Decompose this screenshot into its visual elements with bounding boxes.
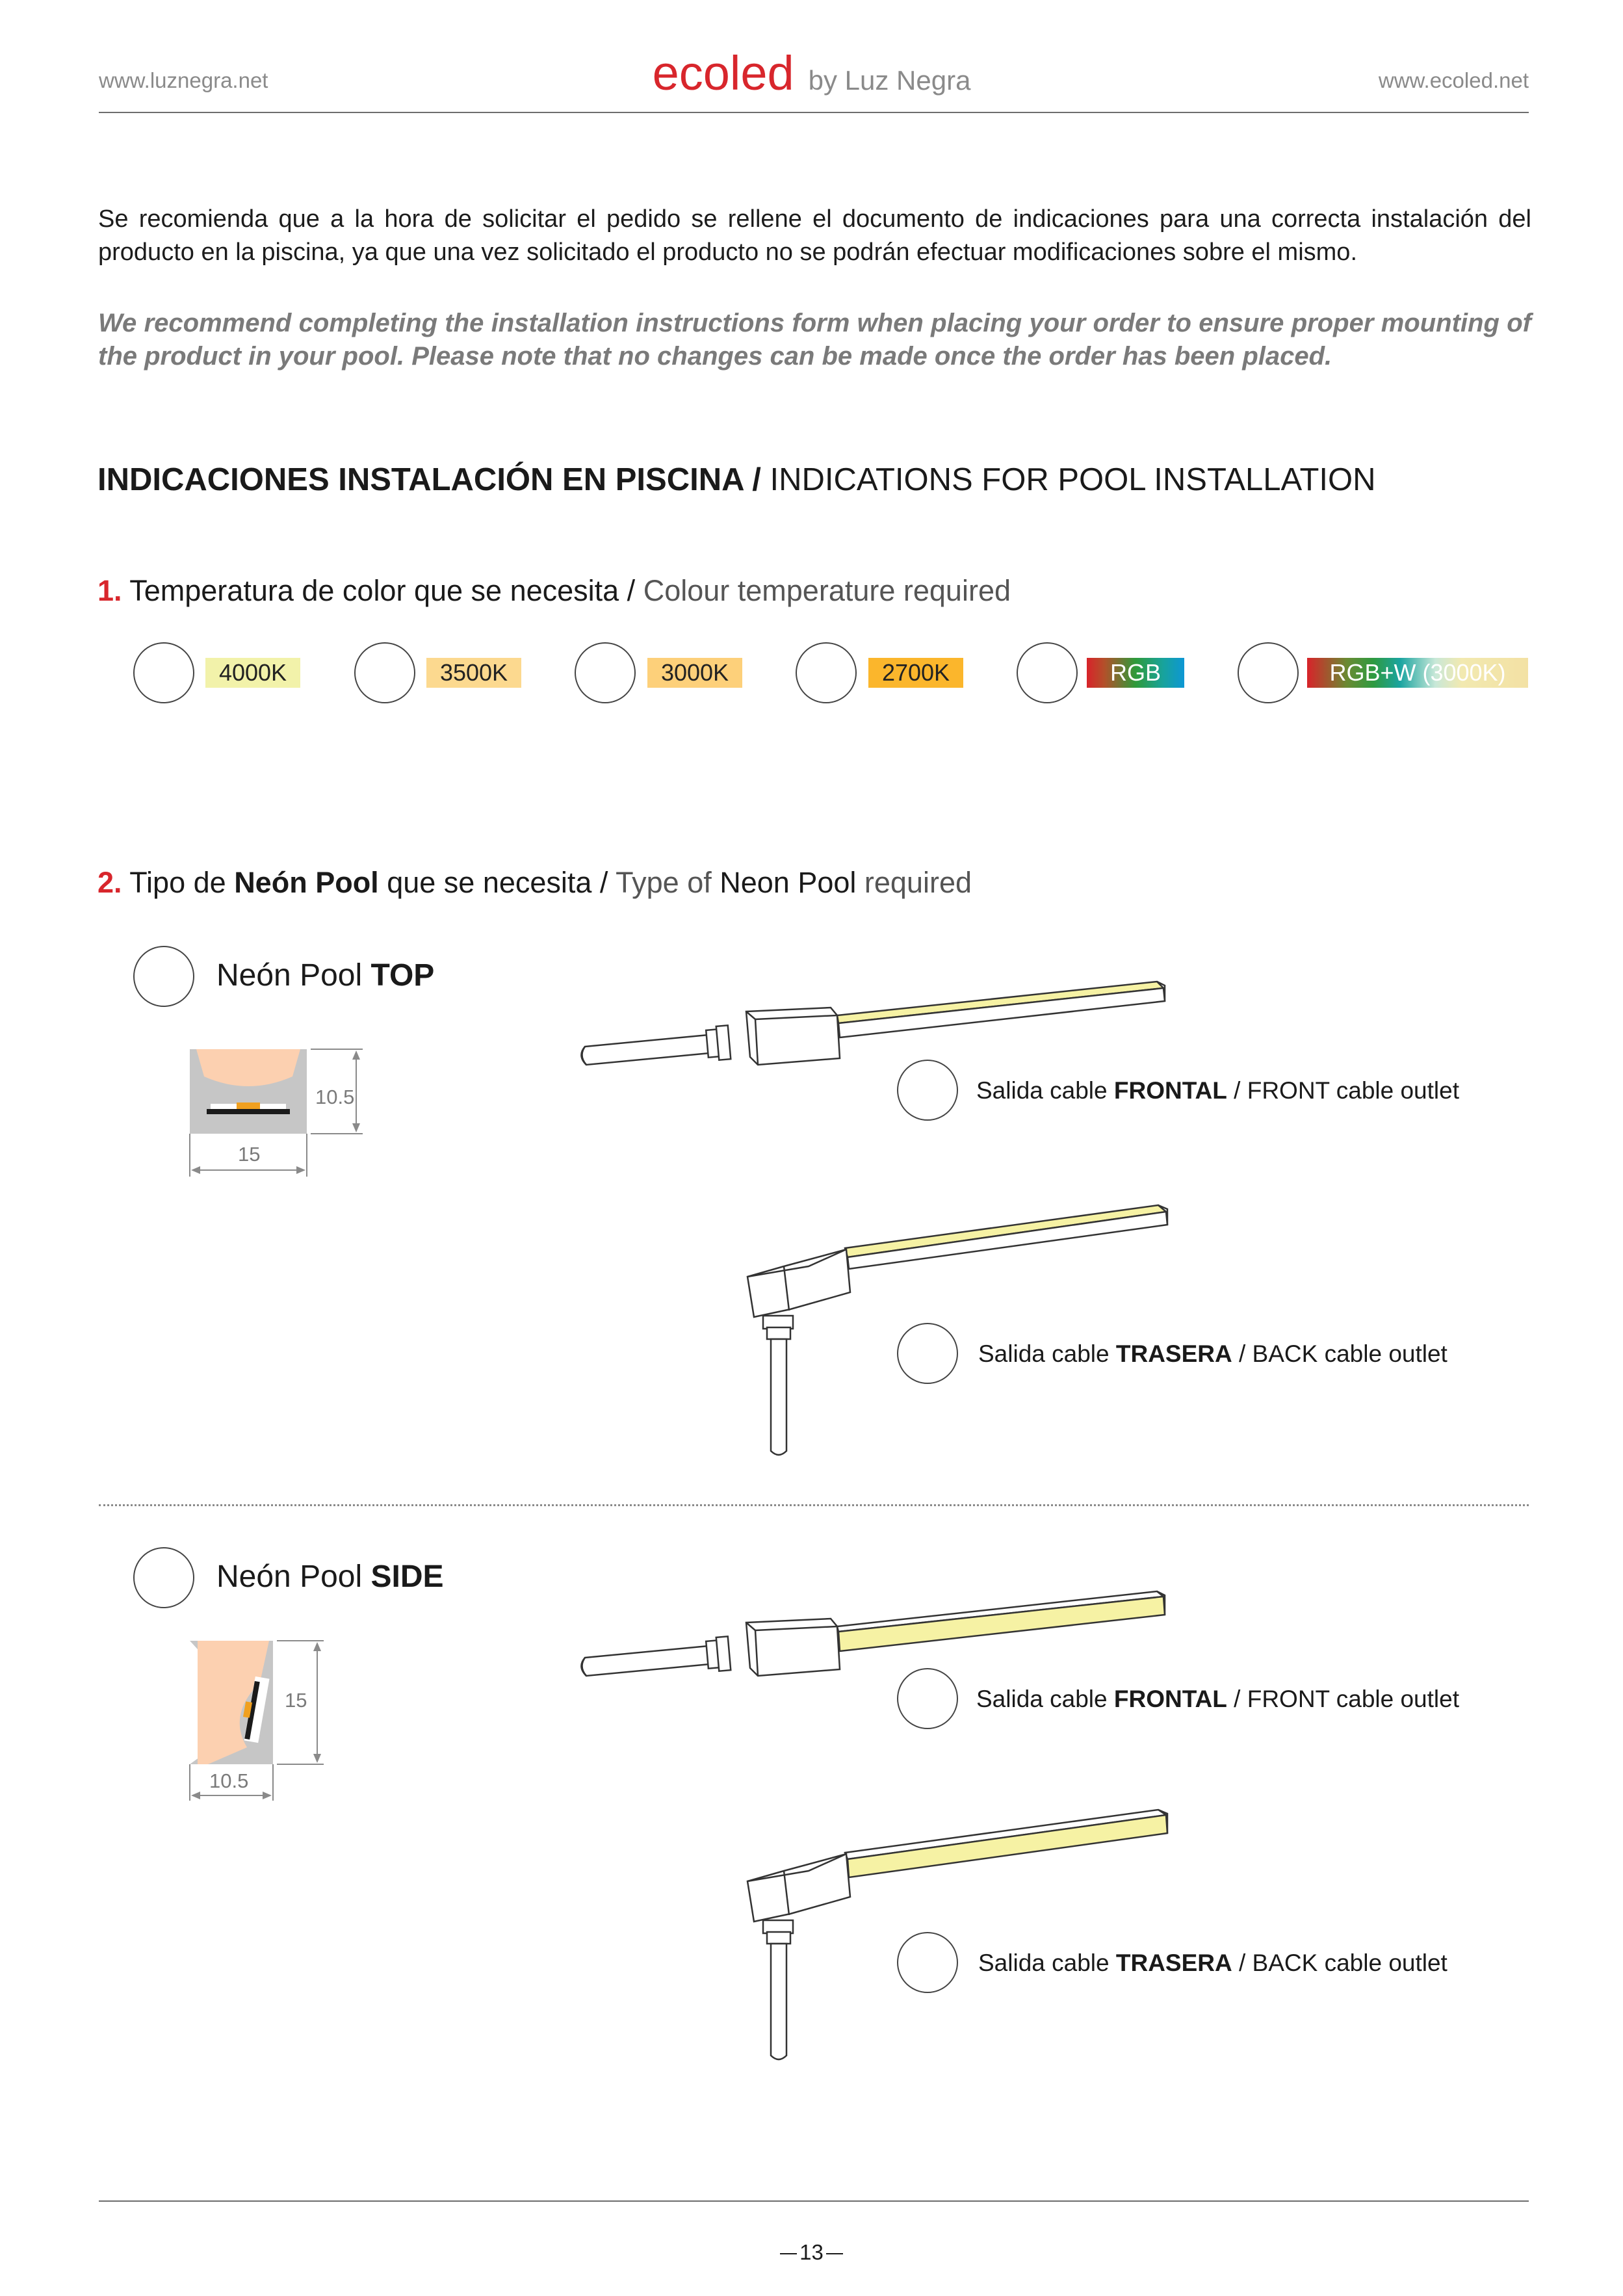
question-2-es-post: que se necesita / xyxy=(387,866,608,899)
neon-pool-side-label xyxy=(216,1559,444,1595)
top-front-outlet-label xyxy=(976,1077,1459,1104)
cable xyxy=(582,1646,710,1676)
page-number-value: 13 xyxy=(799,2240,824,2264)
top-front-outlet-illustration xyxy=(572,962,1183,1086)
question-1-es: Temperatura de color que se necesita / xyxy=(129,574,636,607)
top-front-post: / FRONT cable outlet xyxy=(1234,1077,1459,1104)
side-back-outlet-illustration xyxy=(734,1801,1189,2074)
temp-option-checkbox-2700k[interactable] xyxy=(796,642,857,703)
side-front-pre: Salida cable xyxy=(976,1686,1108,1712)
option-separator xyxy=(99,1504,1529,1506)
top-width-dim: 15 xyxy=(238,1143,261,1166)
header-right-url[interactable]: www.ecoled.net xyxy=(1378,68,1529,92)
header-rule xyxy=(99,112,1529,113)
question-1-number: 1. xyxy=(97,574,122,607)
top-profile-led xyxy=(237,1102,260,1109)
top-height-dim: 10.5 xyxy=(315,1086,355,1108)
side-height-dim: 15 xyxy=(285,1689,307,1712)
neon-pool-side-checkbox[interactable] xyxy=(133,1547,194,1608)
swatch-4000k: 4000K xyxy=(205,658,300,688)
section-title-en: INDICATIONS FOR POOL INSTALLATION xyxy=(770,462,1376,497)
side-back-post: / BACK cable outlet xyxy=(1239,1950,1448,1976)
question-2-en-post: required xyxy=(864,866,972,899)
page-number xyxy=(0,2240,1623,2265)
side-front-post: / FRONT cable outlet xyxy=(1234,1686,1459,1712)
header-left-url[interactable]: www.luznegra.net xyxy=(99,68,268,92)
brand-name: ecoled xyxy=(652,46,794,100)
swatch-rgb: RGB xyxy=(1087,658,1184,688)
swatch-2700k: 2700K xyxy=(868,658,963,688)
swatch-rgbw xyxy=(1307,658,1528,688)
swatch-3000k: 3000K xyxy=(647,658,742,688)
cable xyxy=(582,1035,710,1065)
side-front-outlet-checkbox[interactable] xyxy=(897,1668,958,1729)
side-front-bold: FRONTAL xyxy=(1113,1686,1227,1712)
top-back-outlet-label xyxy=(978,1340,1448,1368)
question-2-en-pre: Type of xyxy=(616,866,712,899)
temp-option-checkbox-3500k[interactable] xyxy=(354,642,415,703)
top-back-pre: Salida cable xyxy=(978,1340,1110,1367)
end-cap xyxy=(747,1249,850,1317)
side-front-outlet-illustration xyxy=(572,1573,1183,1697)
question-2-en-mid: Neon Pool xyxy=(720,866,857,899)
cable xyxy=(771,1944,786,2059)
neon-pool-side-label-pre: Neón Pool xyxy=(216,1559,363,1594)
side-back-pre: Salida cable xyxy=(978,1950,1110,1976)
side-front-outlet-label xyxy=(976,1686,1459,1713)
temp-option-checkbox-rgbw[interactable] xyxy=(1238,642,1299,703)
top-front-outlet-checkbox[interactable] xyxy=(897,1060,958,1121)
question-2-number: 2. xyxy=(97,866,122,899)
top-profile-diagram xyxy=(182,1040,377,1190)
swatch-rgbw-label: RGB+W (3000K) xyxy=(1329,659,1506,686)
section-title xyxy=(97,462,1376,498)
neon-pool-top-label-bold: TOP xyxy=(370,958,435,993)
brand-by: by Luz Negra xyxy=(808,65,971,96)
temp-option-checkbox-3000k[interactable] xyxy=(575,642,636,703)
cable xyxy=(771,1339,786,1455)
top-front-bold: FRONTAL xyxy=(1113,1077,1227,1104)
temp-option-checkbox-4000k[interactable] xyxy=(133,642,194,703)
question-2 xyxy=(97,866,972,900)
top-back-bold: TRASERA xyxy=(1115,1340,1232,1367)
neon-pool-side-label-bold: SIDE xyxy=(370,1559,444,1594)
side-profile-diagram xyxy=(182,1630,338,1812)
section-title-es: INDICACIONES INSTALACIÓN EN PISCINA / xyxy=(97,462,761,497)
top-front-pre: Salida cable xyxy=(976,1077,1108,1104)
top-back-outlet-illustration xyxy=(734,1196,1189,1469)
neon-pool-top-checkbox[interactable] xyxy=(133,946,194,1007)
question-1 xyxy=(97,574,1011,608)
swatch-3500k: 3500K xyxy=(426,658,521,688)
neon-pool-top-label-pre: Neón Pool xyxy=(216,958,363,993)
intro-english: We recommend completing the installation instructions form when placing your order to ensure proper mounting of the product in your pool. Please note that no changes can be made once the order has been placed. xyxy=(98,309,1531,371)
temp-option-checkbox-rgb[interactable] xyxy=(1017,642,1078,703)
neon-pool-top-label xyxy=(216,958,434,993)
question-2-es-pre: Tipo de xyxy=(129,866,226,899)
side-width-dim: 10.5 xyxy=(209,1769,249,1792)
question-2-es-bold: Neón Pool xyxy=(234,866,379,899)
footer-rule xyxy=(99,2200,1529,2202)
side-back-outlet-label xyxy=(978,1950,1448,1977)
question-1-en: Colour temperature required xyxy=(643,574,1011,607)
end-cap xyxy=(747,1854,850,1922)
top-back-outlet-checkbox[interactable] xyxy=(897,1323,958,1384)
top-profile-pcb xyxy=(207,1109,290,1114)
top-back-post: / BACK cable outlet xyxy=(1239,1340,1448,1367)
side-back-outlet-checkbox[interactable] xyxy=(897,1932,958,1993)
side-back-bold: TRASERA xyxy=(1115,1950,1232,1976)
intro-spanish: Se recomienda que a la hora de solicitar el pedido se rellene el documento de indicaciones para una correcta instalación del producto en la piscina, ya que una vez solicitado el producto no se podrán efectuar modificaciones sobre el mismo. xyxy=(98,205,1531,266)
